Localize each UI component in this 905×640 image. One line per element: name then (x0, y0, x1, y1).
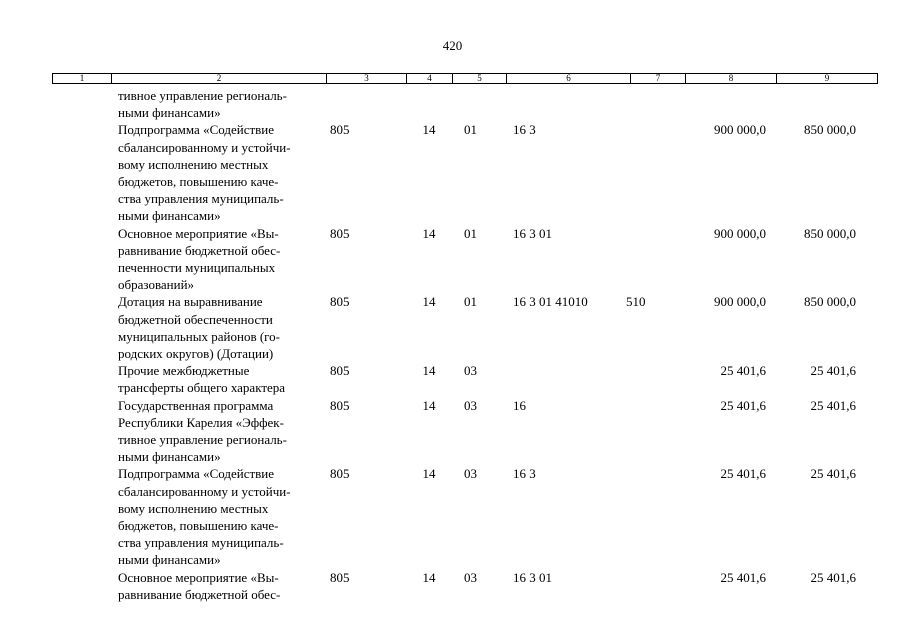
name-line: ства управления муниципаль- (118, 535, 284, 551)
cell-c7 (620, 225, 680, 294)
column-header-5: 5 (453, 74, 507, 83)
cell-c5: 03 (464, 363, 477, 379)
cell-c9: 850 000,0 (804, 122, 856, 138)
cell-c5: 03 (464, 466, 477, 482)
cell-c5: 03 (464, 397, 477, 413)
cell-c8: 25 401,6 (720, 397, 766, 413)
cell-col1 (52, 121, 111, 224)
table-body (52, 87, 878, 603)
name-line: Подпрограмма «Содействие (118, 122, 275, 138)
cell-c8: 900 000,0 (714, 294, 766, 310)
cell-c4: 14 (422, 225, 436, 241)
column-header-9: 9 (824, 73, 830, 83)
cell-c3: 805 (330, 225, 350, 241)
cell-c7 (620, 569, 680, 603)
cell-c4: 14 (422, 294, 436, 310)
cell-c6: 16 3 (513, 466, 536, 482)
cell-c6: 16 3 01 41010 (513, 294, 588, 310)
cell-c3: 805 (330, 122, 350, 138)
cell-c5: 01 (464, 225, 477, 241)
name-line: ными финансами» (118, 449, 221, 465)
cell-name (111, 362, 326, 396)
cell-c7 (620, 87, 680, 121)
name-line: печенности муниципальных (118, 260, 276, 276)
cell-c9: 25 401,6 (810, 569, 856, 585)
cell-c9: 850 000,0 (804, 225, 856, 241)
cell-name (111, 121, 326, 224)
cell-c8: 25 401,6 (720, 466, 766, 482)
cell-name (111, 465, 326, 568)
cell-c9: 25 401,6 (810, 466, 856, 482)
cell-col1 (52, 225, 111, 294)
column-header-6: 6 (507, 74, 631, 83)
cell-c5 (452, 87, 506, 121)
name-line: бюджетной обеспеченности (118, 311, 273, 327)
name-line: тивное управление региональ- (118, 88, 287, 103)
name-line: равнивание бюджетной обес- (118, 586, 281, 602)
cell-name (111, 293, 326, 362)
cell-c3: 805 (330, 569, 350, 585)
cell-c5: 01 (464, 294, 477, 310)
table-row (52, 121, 878, 224)
cell-c6 (506, 87, 620, 121)
name-line: сбалансированному и устойчи- (118, 483, 291, 499)
page-number: 420 (442, 38, 463, 53)
name-line: Подпрограмма «Содействие (118, 466, 275, 482)
column-header-3: 3 (327, 74, 407, 83)
cell-col1 (52, 293, 111, 362)
name-line: образований» (118, 277, 195, 293)
cell-c4: 14 (422, 363, 436, 379)
name-line: родских округов) (Дотации) (118, 346, 274, 362)
table-row (52, 397, 878, 466)
name-line: муниципальных районов (го- (118, 328, 280, 344)
cell-col1 (52, 465, 111, 568)
cell-c4: 14 (422, 122, 436, 138)
table-header (52, 73, 878, 84)
cell-c4: 14 (422, 466, 436, 482)
name-line: ными финансами» (118, 105, 221, 121)
cell-c4: 14 (422, 397, 436, 413)
column-header-2: 2 (112, 74, 327, 83)
cell-c9: 25 401,6 (810, 363, 856, 379)
name-line: Прочие межбюджетные (118, 363, 250, 379)
column-header-7: 7 (631, 74, 686, 83)
table-row (52, 362, 878, 396)
cell-c5: 03 (464, 569, 477, 585)
cell-c9 (770, 87, 860, 121)
name-line: Дотация на выравнивание (118, 294, 263, 310)
column-header-8: 8 (686, 74, 777, 83)
cell-c8: 25 401,6 (720, 569, 766, 585)
name-line: Государственная программа (118, 397, 274, 413)
cell-name (111, 87, 326, 121)
name-line: сбалансированному и устойчи- (118, 139, 291, 155)
cell-c6: 16 (513, 397, 526, 413)
name-line: ства управления муниципаль- (118, 191, 284, 207)
cell-col1 (52, 87, 111, 121)
name-line: трансферты общего характера (118, 380, 286, 396)
cell-c7 (620, 397, 680, 466)
table-row (52, 293, 878, 362)
cell-c8 (680, 87, 770, 121)
table-row (52, 225, 878, 294)
name-line: тивное управление региональ- (118, 432, 287, 448)
cell-c5: 01 (464, 122, 477, 138)
cell-col1 (52, 569, 111, 603)
cell-col1 (52, 362, 111, 396)
name-line: вому исполнению местных (118, 156, 269, 172)
cell-c7 (620, 465, 680, 568)
name-line: ными финансами» (118, 208, 221, 224)
name-line: бюджетов, повышению каче- (118, 518, 279, 534)
cell-c3: 805 (330, 363, 350, 379)
name-line: бюджетов, повышению каче- (118, 174, 279, 190)
name-line: равнивание бюджетной обес- (118, 242, 281, 258)
cell-name (111, 225, 326, 294)
cell-c6: 16 3 (513, 122, 536, 138)
cell-c3 (326, 87, 406, 121)
cell-c9: 850 000,0 (804, 294, 856, 310)
cell-c4: 14 (422, 569, 436, 585)
cell-c8: 25 401,6 (720, 363, 766, 379)
cell-c7 (620, 121, 680, 224)
cell-c6: 16 3 01 (513, 225, 552, 241)
name-line: вому исполнению местных (118, 500, 269, 516)
cell-name (111, 397, 326, 466)
column-header-1: 1 (53, 74, 112, 83)
table-row (52, 87, 878, 121)
cell-col1 (52, 397, 111, 466)
cell-c8: 900 000,0 (714, 225, 766, 241)
table-row (52, 465, 878, 568)
cell-c3: 805 (330, 466, 350, 482)
cell-c7: 510 (626, 294, 646, 310)
name-line: Основное мероприятие «Вы- (118, 569, 279, 585)
column-header-4: 4 (407, 74, 453, 83)
cell-c7 (620, 362, 680, 396)
cell-c4 (406, 87, 452, 121)
cell-c9: 25 401,6 (810, 397, 856, 413)
table-row (52, 569, 878, 603)
name-line: Основное мероприятие «Вы- (118, 225, 279, 241)
name-line: Республики Карелия «Эффек- (118, 414, 284, 430)
cell-c8: 900 000,0 (714, 122, 766, 138)
cell-c6: 16 3 01 (513, 569, 552, 585)
name-line: ными финансами» (118, 552, 221, 568)
cell-c3: 805 (330, 294, 350, 310)
cell-c6 (506, 362, 620, 396)
cell-name (111, 569, 326, 603)
cell-c3: 805 (330, 397, 350, 413)
